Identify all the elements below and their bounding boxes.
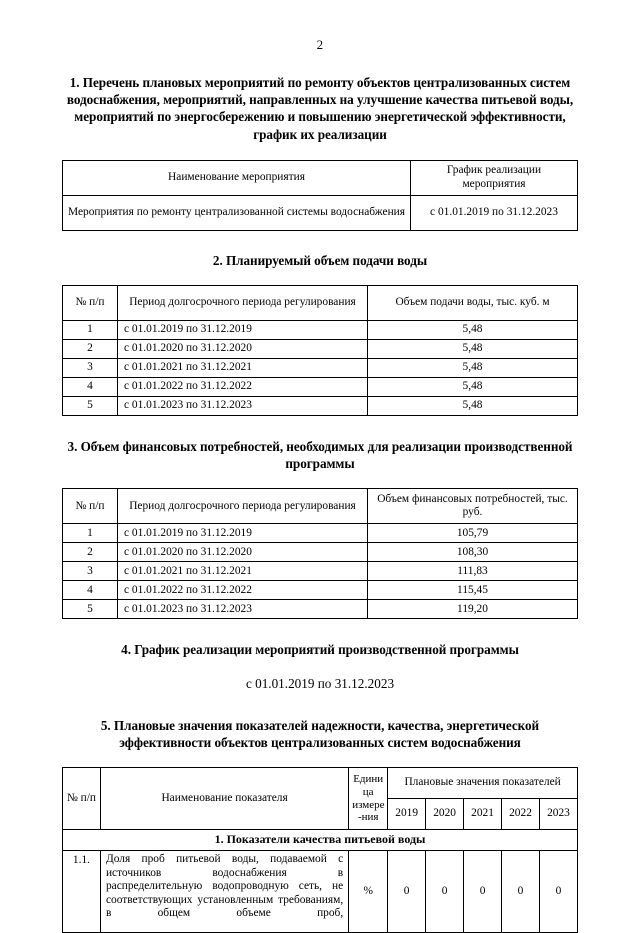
cell-no: 2 <box>63 340 118 359</box>
column-header-value: Объем подачи воды, тыс. куб. м <box>368 286 578 321</box>
cell-period: с 01.01.2019 по 31.12.2019 <box>118 321 368 340</box>
table-row <box>63 851 578 933</box>
table-row <box>63 562 578 581</box>
cell-no: 3 <box>63 562 118 581</box>
cell-value-2022: 0 <box>502 851 540 933</box>
table-row <box>63 359 578 378</box>
cell-no: 1 <box>63 321 118 340</box>
table-planned-water-supply <box>62 285 578 416</box>
table-row <box>63 543 578 562</box>
table-row <box>63 397 578 416</box>
cell-no: 1 <box>63 524 118 543</box>
section-5-heading: 5. Плановые значения показателей надежности, качества, энергетической эффективности объектов централизованных систем водоснабжения <box>100 717 540 750</box>
table-group-row <box>63 830 578 851</box>
column-header-indicator: Наименование показателя <box>100 768 348 830</box>
table-header-row <box>63 160 578 195</box>
cell-value-2019: 0 <box>388 851 426 933</box>
column-header-no: № п/п <box>63 489 118 524</box>
section-1-heading: 1. Перечень плановых мероприятий по ремонту объектов централизованных систем водоснабжения, мероприятий, направленных на улучшение качества питьевой воды, мероприятий по энергосбережению и повышению энергетической эффективности, график их реализации <box>66 75 574 142</box>
table-row <box>63 581 578 600</box>
section-3-heading: 3. Объем финансовых потребностей, необходимых для реализации производственной программы <box>67 439 573 472</box>
table-row <box>63 378 578 397</box>
cell-schedule: с 01.01.2019 по 31.12.2023 <box>411 195 578 230</box>
cell-value-2023: 0 <box>539 851 577 933</box>
table-row <box>63 524 578 543</box>
column-header-unit: Едини ца измере -ния <box>349 768 388 830</box>
column-header-value: Объем финансовых потребностей, тыс. руб. <box>368 489 578 524</box>
cell-no: 5 <box>63 600 118 619</box>
cell-value: 115,45 <box>368 581 578 600</box>
cell-no: 4 <box>63 378 118 397</box>
cell-value-2020: 0 <box>426 851 464 933</box>
cell-value: 119,20 <box>368 600 578 619</box>
column-header-period: Период долгосрочного периода регулирования <box>118 286 368 321</box>
cell-value: 5,48 <box>368 321 578 340</box>
cell-no: 1.1. <box>63 851 101 933</box>
column-header-year-2022: 2022 <box>502 799 540 830</box>
cell-no: 3 <box>63 359 118 378</box>
table-row <box>63 195 578 230</box>
cell-no: 2 <box>63 543 118 562</box>
cell-indicator-name: Доля проб питьевой воды, подаваемой с источников водоснабжения в распределительную водопроводную сеть, не соответствующих установленным требованиям, в общем объеме проб, <box>100 851 348 933</box>
column-header-year-2023: 2023 <box>539 799 577 830</box>
column-header-schedule: График реализации мероприятия <box>411 160 578 195</box>
column-header-year-2020: 2020 <box>426 799 464 830</box>
column-header-period: Период долгосрочного периода регулирования <box>118 489 368 524</box>
cell-period: с 01.01.2020 по 31.12.2020 <box>118 543 368 562</box>
column-header-year-2021: 2021 <box>464 799 502 830</box>
cell-value: 5,48 <box>368 378 578 397</box>
page-number: 2 <box>316 37 324 52</box>
column-header-year-2019: 2019 <box>388 799 426 830</box>
table-header-row <box>63 489 578 524</box>
cell-period: с 01.01.2023 по 31.12.2023 <box>118 397 368 416</box>
table-row <box>63 340 578 359</box>
cell-period: с 01.01.2021 по 31.12.2021 <box>118 562 368 581</box>
cell-value: 5,48 <box>368 359 578 378</box>
section-4-heading: 4. График реализации мероприятий производственной программы <box>121 642 519 658</box>
table-row <box>63 600 578 619</box>
table-repair-measures <box>62 160 578 231</box>
cell-value: 5,48 <box>368 340 578 359</box>
cell-value: 5,48 <box>368 397 578 416</box>
table-planned-indicators <box>62 767 578 933</box>
table-row <box>63 321 578 340</box>
cell-no: 4 <box>63 581 118 600</box>
column-header-measure-name: Наименование мероприятия <box>63 160 411 195</box>
section-2-heading: 2. Планируемый объем подачи воды <box>212 252 428 268</box>
cell-period: с 01.01.2022 по 31.12.2022 <box>118 581 368 600</box>
cell-value: 111,83 <box>368 562 578 581</box>
cell-no: 5 <box>63 397 118 416</box>
column-header-no: № п/п <box>63 768 101 830</box>
cell-period: с 01.01.2020 по 31.12.2020 <box>118 340 368 359</box>
cell-period: с 01.01.2019 по 31.12.2019 <box>118 524 368 543</box>
table-header-row <box>63 286 578 321</box>
cell-period: с 01.01.2021 по 31.12.2021 <box>118 359 368 378</box>
cell-period: с 01.01.2023 по 31.12.2023 <box>118 600 368 619</box>
cell-value: 108,30 <box>368 543 578 562</box>
section-4-period-text: с 01.01.2019 по 31.12.2023 <box>245 675 395 691</box>
cell-value-2021: 0 <box>464 851 502 933</box>
cell-value: 105,79 <box>368 524 578 543</box>
cell-measure-name: Мероприятия по ремонту централизованной системы водоснабжения <box>63 195 411 230</box>
group-title-water-quality: 1. Показатели качества питьевой воды <box>63 830 578 851</box>
column-header-planned-values: Плановые значения показателей <box>388 768 578 799</box>
table-financial-needs <box>62 488 578 619</box>
cell-unit: % <box>349 851 388 933</box>
column-header-no: № п/п <box>63 286 118 321</box>
table-header-row <box>63 768 578 799</box>
cell-period: с 01.01.2022 по 31.12.2022 <box>118 378 368 397</box>
